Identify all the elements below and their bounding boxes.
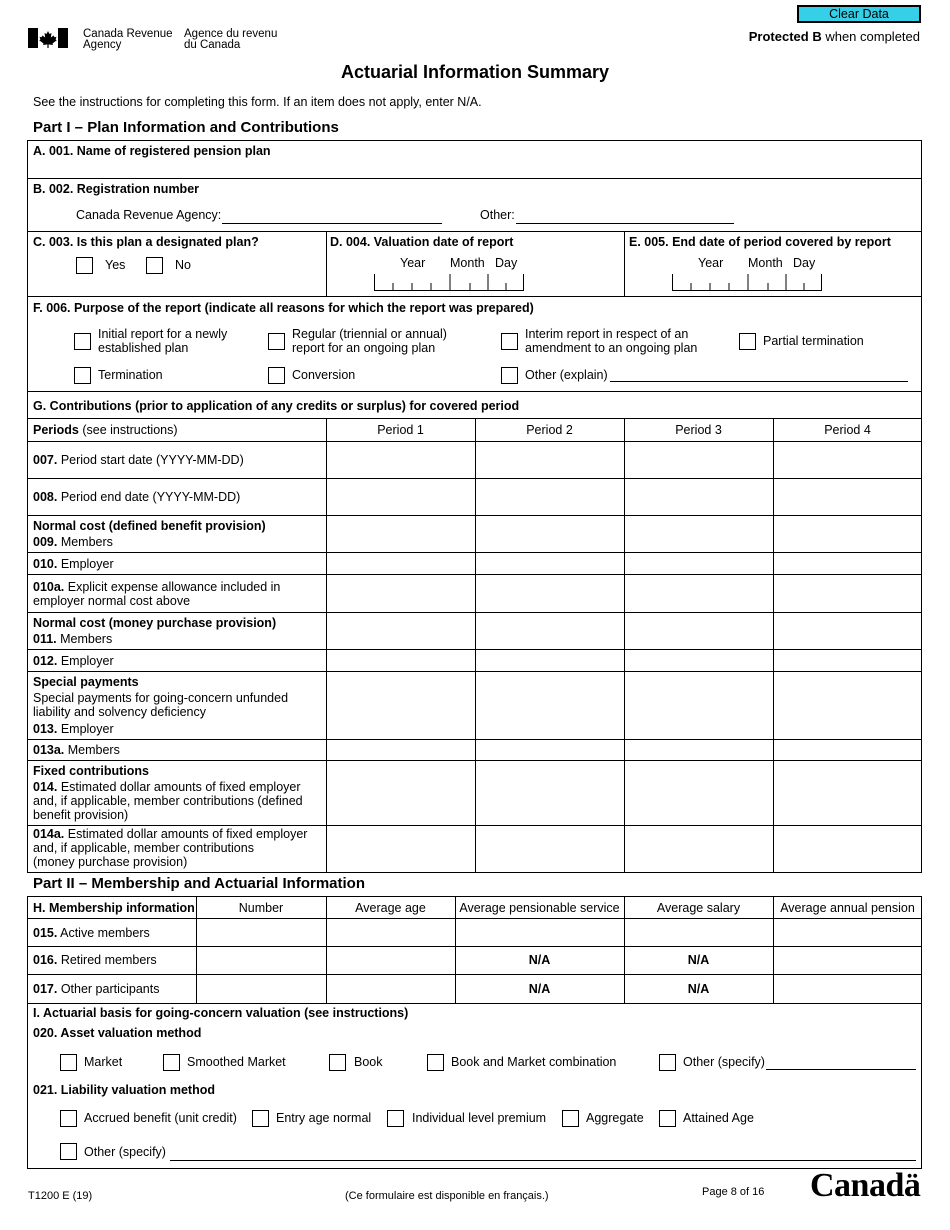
period-3-header: Period 3 xyxy=(675,423,722,437)
normal-cost-mp-heading: Normal cost (money purchase provision) xyxy=(33,616,277,630)
canada-flag-logo xyxy=(28,28,68,48)
page-number: Page 8 of 16 xyxy=(702,1186,765,1198)
designated-yes-label: Yes xyxy=(105,258,126,272)
normal-cost-db-heading: Normal cost (defined benefit provision) xyxy=(33,519,266,533)
asset-valuation-label: 020. Asset valuation method xyxy=(33,1026,202,1040)
row-017-label: 017. Other participants xyxy=(33,982,160,996)
purpose-other-input[interactable] xyxy=(610,381,908,382)
row-017-service-na: N/A xyxy=(528,982,551,996)
purpose-conversion-label: Conversion xyxy=(292,368,356,382)
cra-registration-input[interactable] xyxy=(222,223,442,224)
asset-book-market-checkbox[interactable] xyxy=(427,1054,444,1071)
liab-other-checkbox[interactable] xyxy=(60,1143,77,1160)
col-avg-pension-header: Average annual pension xyxy=(780,901,915,915)
row-016-label: 016. Retired members xyxy=(33,953,157,967)
col-average-age-header: Average age xyxy=(355,901,426,915)
special-payments-desc-1: Special payments for going-concern unfunded xyxy=(33,691,289,705)
asset-book-market-label: Book and Market combination xyxy=(451,1055,617,1069)
row-015-label: 015. Active members xyxy=(33,926,150,940)
liab-aggregate-checkbox[interactable] xyxy=(562,1110,579,1127)
valuation-date-label: D. 004. Valuation date of report xyxy=(330,235,514,249)
asset-other-label: Other (specify) xyxy=(683,1055,765,1069)
purpose-interim-checkbox[interactable] xyxy=(501,333,518,350)
row-017-salary-na: N/A xyxy=(687,982,710,996)
purpose-interim-label-2: amendment to an ongoing plan xyxy=(525,341,698,355)
row-011-label: 011. Members xyxy=(33,632,113,646)
row-010-label: 010. Employer xyxy=(33,557,114,571)
row-009-label: 009. Members xyxy=(33,535,113,549)
col-avg-salary-header: Average salary xyxy=(656,901,741,915)
purpose-partial-termination-label: Partial termination xyxy=(763,334,864,348)
row-013a-label: 013a. Members xyxy=(33,743,120,757)
row-012-label: 012. Employer xyxy=(33,654,114,668)
purpose-other-checkbox[interactable] xyxy=(501,367,518,384)
valuation-day-label: Day xyxy=(495,256,518,270)
liab-entry-age-label: Entry age normal xyxy=(276,1111,372,1125)
purpose-partial-termination-checkbox[interactable] xyxy=(739,333,756,350)
valuation-year-label: Year xyxy=(400,256,426,270)
purpose-interim-label-1: Interim report in respect of an xyxy=(525,327,689,341)
row-010a-label-2: employer normal cost above xyxy=(33,594,191,608)
agency-fr-line1: Agence du revenu xyxy=(184,28,278,40)
protected-b-label: Protected B xyxy=(748,29,822,44)
part2-heading: Part II – Membership and Actuarial Information xyxy=(33,875,366,892)
purpose-initial-checkbox[interactable] xyxy=(74,333,91,350)
liab-accrued-checkbox[interactable] xyxy=(60,1110,77,1127)
row-014a-label-1: 014a. Estimated dollar amounts of fixed employer xyxy=(33,827,308,841)
col-number-header: Number xyxy=(238,901,284,915)
purpose-regular-label-2: report for an ongoing plan xyxy=(292,341,436,355)
end-year-label: Year xyxy=(698,256,724,270)
agency-fr-line2: du Canada xyxy=(184,39,241,51)
end-month-label: Month xyxy=(748,256,783,270)
periods-header: Periods (see instructions) xyxy=(33,423,178,437)
other-registration-input[interactable] xyxy=(516,223,734,224)
liab-individual-label: Individual level premium xyxy=(412,1111,547,1125)
liability-valuation-label: 021. Liability valuation method xyxy=(33,1083,215,1097)
designated-yes-checkbox[interactable] xyxy=(76,257,93,274)
purpose-label: F. 006. Purpose of the report (indicate all reasons for which the report was prepared) xyxy=(33,301,534,315)
designated-no-label: No xyxy=(175,258,191,272)
form-id: T1200 E (19) xyxy=(28,1190,93,1202)
asset-market-checkbox[interactable] xyxy=(60,1054,77,1071)
protected-b-rest: when completed xyxy=(821,29,920,44)
col-avg-service-header: Average pensionable service xyxy=(459,901,620,915)
purpose-termination-label: Termination xyxy=(98,368,163,382)
asset-market-label: Market xyxy=(84,1055,123,1069)
clear-data-button[interactable]: Clear Data xyxy=(797,5,921,23)
liab-attained-age-checkbox[interactable] xyxy=(659,1110,676,1127)
end-day-label: Day xyxy=(793,256,816,270)
liab-aggregate-label: Aggregate xyxy=(586,1111,644,1125)
designated-no-checkbox[interactable] xyxy=(146,257,163,274)
cra-label: Canada Revenue Agency: xyxy=(76,208,222,222)
protected-b-notice xyxy=(749,30,920,44)
asset-book-checkbox[interactable] xyxy=(329,1054,346,1071)
canada-wordmark: Canadä xyxy=(810,1167,921,1204)
purpose-termination-checkbox[interactable] xyxy=(74,367,91,384)
valuation-month-label: Month xyxy=(450,256,485,270)
asset-other-checkbox[interactable] xyxy=(659,1054,676,1071)
asset-other-input[interactable] xyxy=(766,1069,916,1070)
registration-number-label: B. 002. Registration number xyxy=(33,182,200,196)
purpose-other-label: Other (explain) xyxy=(525,368,608,382)
row-014-label-1: 014. Estimated dollar amounts of fixed employer xyxy=(33,780,301,794)
row-016-service-na: N/A xyxy=(528,953,551,967)
agency-en-line2: Agency xyxy=(83,39,122,51)
liab-entry-age-checkbox[interactable] xyxy=(252,1110,269,1127)
row-013-label: 013. Employer xyxy=(33,722,114,736)
asset-smoothed-checkbox[interactable] xyxy=(163,1054,180,1071)
liab-accrued-label: Accrued benefit (unit credit) xyxy=(84,1111,237,1125)
intro-text: See the instructions for completing this form. If an item does not apply, enter N/A. xyxy=(33,95,482,109)
purpose-regular-checkbox[interactable] xyxy=(268,333,285,350)
membership-info-header: H. Membership information xyxy=(33,901,195,915)
liab-other-label: Other (specify) xyxy=(84,1145,166,1159)
purpose-regular-label-1: Regular (triennial or annual) xyxy=(292,327,447,341)
plan-name-label: A. 001. Name of registered pension plan xyxy=(33,144,271,158)
end-date-field[interactable] xyxy=(672,274,822,291)
agency-en-line1: Canada Revenue xyxy=(83,28,173,40)
valuation-date-field[interactable] xyxy=(374,274,524,291)
period-2-header: Period 2 xyxy=(526,423,573,437)
special-payments-desc-2: liability and solvency deficiency xyxy=(33,705,207,719)
fixed-contributions-heading: Fixed contributions xyxy=(33,764,149,778)
row-008-label: 008. Period end date (YYYY-MM-DD) xyxy=(33,490,241,504)
plan-name-field[interactable] xyxy=(33,159,918,177)
purpose-initial-label-1: Initial report for a newly xyxy=(98,327,228,341)
period-end-date-label: E. 005. End date of period covered by report xyxy=(629,235,891,249)
liab-attained-age-label: Attained Age xyxy=(683,1111,754,1125)
contributions-label: G. Contributions (prior to application of any credits or surplus) for covered period xyxy=(33,399,520,413)
page-title: Actuarial Information Summary xyxy=(340,62,610,82)
row-010a-label-1: 010a. Explicit expense allowance included in xyxy=(33,580,281,594)
asset-smoothed-label: Smoothed Market xyxy=(187,1055,286,1069)
period-4-header: Period 4 xyxy=(824,423,871,437)
french-availability-note: (Ce formulaire est disponible en français.) xyxy=(345,1190,549,1202)
designated-plan-label: C. 003. Is this plan a designated plan? xyxy=(33,235,259,249)
row-014a-label-3: (money purchase provision) xyxy=(33,855,188,869)
purpose-initial-label-2: established plan xyxy=(98,341,189,355)
row-014-label-2: and, if applicable, member contributions (defined xyxy=(33,794,303,808)
row-014a-label-2: and, if applicable, member contributions xyxy=(33,841,254,855)
row-007-label: 007. Period start date (YYYY-MM-DD) xyxy=(33,453,244,467)
part1-heading: Part I – Plan Information and Contributions xyxy=(33,119,339,136)
liab-other-input[interactable] xyxy=(170,1160,916,1161)
other-label: Other: xyxy=(480,208,515,222)
special-payments-heading: Special payments xyxy=(33,675,139,689)
liab-individual-checkbox[interactable] xyxy=(387,1110,404,1127)
period-1-header: Period 1 xyxy=(377,423,424,437)
row-014-label-3: benefit provision) xyxy=(33,808,129,822)
actuarial-basis-label: I. Actuarial basis for going-concern valuation (see instructions) xyxy=(33,1006,409,1020)
row-016-salary-na: N/A xyxy=(687,953,710,967)
purpose-conversion-checkbox[interactable] xyxy=(268,367,285,384)
asset-book-label: Book xyxy=(354,1055,383,1069)
